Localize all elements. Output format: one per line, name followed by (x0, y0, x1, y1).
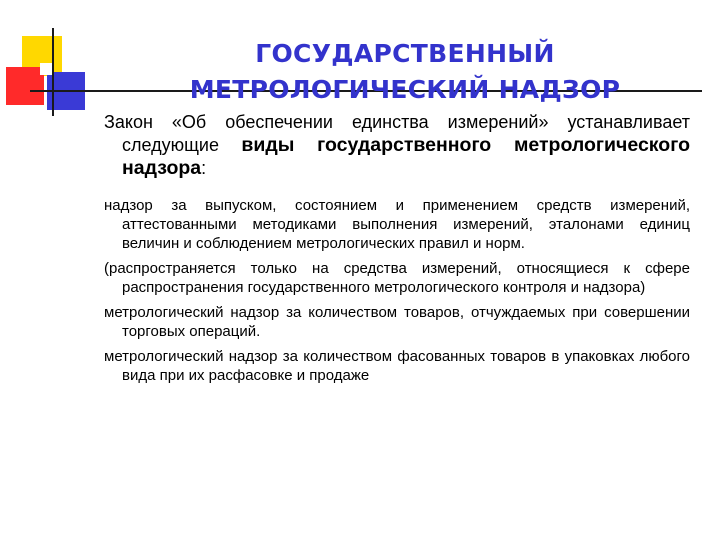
item-scope-note: (распространяется только на средства измерений, относящиеся к сфере распространения государственного метрологического контроля и надзора) (104, 260, 690, 296)
intro-colon: : (201, 158, 207, 178)
red-square (6, 67, 44, 105)
decorative-squares (0, 0, 100, 110)
title-line-1: ГОСУДАРСТВЕННЫЙ (255, 39, 555, 68)
intro-paragraph (104, 111, 690, 180)
vertical-rule (52, 28, 54, 116)
slide-body (104, 111, 690, 391)
item-packaged-goods: метрологический надзор за количеством фасованных товаров в упаковках любого вида при их расфасовке и продаже (104, 348, 690, 384)
slide-title (150, 36, 660, 108)
intro-text: Закон «Об обеспечении единства измерений» устанавливает следующие (104, 112, 690, 155)
item-supervision: надзор за выпуском, состоянием и применением средств измерений, аттестованными методиками выполнения измерений, эталонами единиц величин и соблюдением метрологических правил и норм. (104, 197, 690, 252)
intro-bold-text: виды государственного метрологического надзора (122, 134, 690, 179)
item-trade-goods: метрологический надзор за количеством товаров, отчуждаемых при совершении торговых операций. (104, 304, 690, 340)
white-square (40, 63, 52, 75)
title-line-2: МЕТРОЛОГИЧЕСКИЙ НАДЗОР (189, 75, 621, 104)
